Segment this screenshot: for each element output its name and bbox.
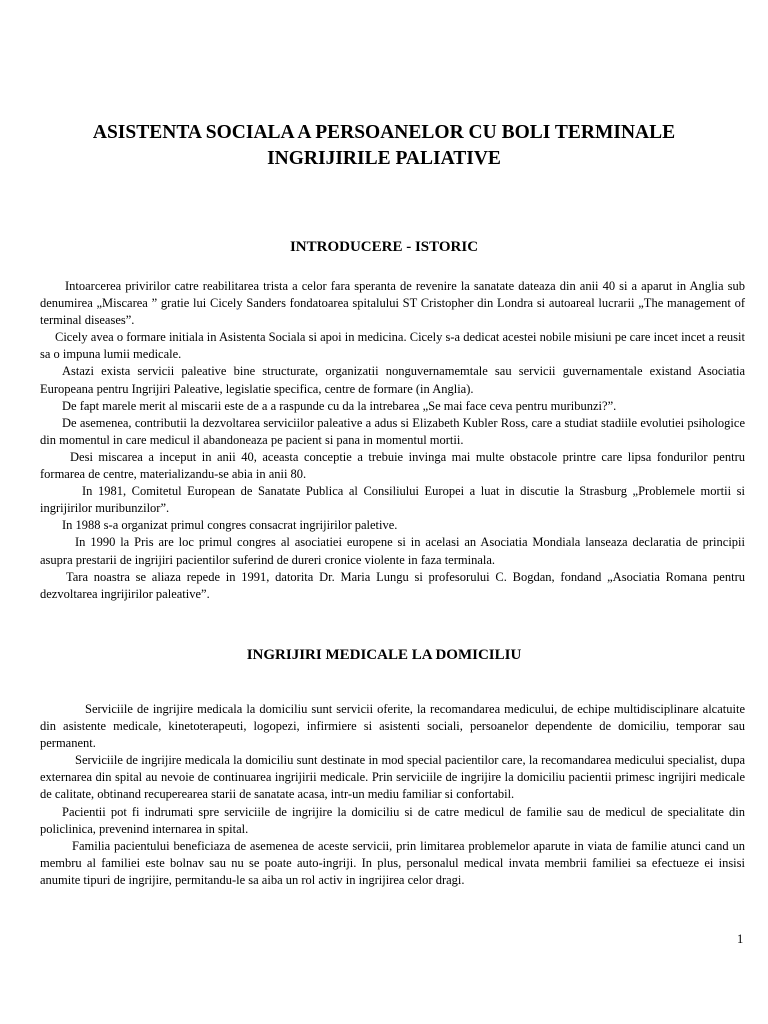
paragraph: Serviciile de ingrijire medicala la domiciliu sunt servicii oferite, la recomandarea medicului, de echipe multidisciplinare alcatuite din asistente medicale, kinetoterapeuti, logopezi, infirmiere si asistenti sociali, persoanelor dependente de domiciliu, temporar sau permanent. — [40, 702, 745, 751]
paragraph: Pacientii pot fi indrumati spre serviciile de ingrijire la domiciliu si de catre medicul de familie sau de medicul de specialitate din policlinica, prevenind internarea in spital. — [40, 804, 745, 836]
paragraph: Familia pacientului beneficiaza de asemenea de aceste servicii, prin limitarea problemelor aparute in viata de familie atunci cand un membru al familiei este bolnav sau nu se poate auto-ingriji. In plus, personalul medical invata membrii familiei sa efectueze ei insisi anumite tipuri de ingrijire, permitandu-le sa aiba un rol activ in ingrijirea celor dragi. — [40, 838, 745, 887]
section-heading-ingrijiri-domiciliu: INGRIJIRI MEDICALE LA DOMICILIU — [246, 647, 522, 663]
paragraph: De asemenea, contributii la dezvoltarea serviciilor paleative a adus si Elizabeth Kubler Ross, care a studiat stadiile evolutiei psihologice din momentul in care medicul il abandoneaza pe pacient si pana in momentul mortii. — [40, 415, 745, 447]
paragraph: In 1988 s-a organizat primul congres consacrat ingrijirilor paletive. — [62, 518, 398, 533]
title-line-2: INGRIJIRILE PALIATIVE — [267, 148, 501, 169]
paragraph: In 1981, Comitetul European de Sanatate Publica al Consiliului Europei a luat in discutie la Strasburg „Problemele mortii si ingrijirilor muribunzilor”. — [40, 484, 745, 516]
paragraph: Astazi exista servicii paleative bine structurate, organizatii nonguvernamemtale sau servicii guvernamentale existand Asociatia Europeana pentru Ingrijiri Paleative, legislatie specifica, centre de formare (in Anglia). — [40, 364, 745, 396]
paragraph: Intoarcerea privirilor catre reabilitarea trista a celor fara speranta de revenire la sanatate dateaza din anii 40 si a aparut in Anglia sub denumirea „Miscarea ” gratie lui Cicely Sanders fondatoarea spitalului ST Cristopher din Londra si autoareal lucrarii „The management of terminal diseases”. — [40, 279, 745, 328]
paragraph: Desi miscarea a inceput in anii 40, aceasta conceptie a trebuie invinga mai multe obstacole printre care lipsa fondurilor pentru formarea de centre, materializandu-se abia in anii 80. — [40, 449, 745, 482]
paragraph: Serviciile de ingrijire medicala la domiciliu sunt destinate in mod special pacientilor care, la recomandarea medicului specialist, dupa externarea din spital au nevoie de continuarea ingrijirii medicale. Prin serviciile de ingrijire la domiciliu pacientii primesc ingrijiri medicale de calitate, obtinand recuperearea starii de sanatate acasa, intr-un mediu familiar si confortabil. — [40, 753, 745, 802]
page-number: 1 — [737, 932, 744, 946]
title-line-1: ASISTENTA SOCIALA A PERSOANELOR CU BOLI TERMINALE — [92, 122, 676, 143]
paragraph: Cicely avea o formare initiala in Asistenta Sociala si apoi in medicina. Cicely s-a dedicat acestei nobile misiuni pe care incet incet a reusit sa o impuna lumii medicale. — [40, 330, 745, 362]
section-body-introducere — [40, 278, 745, 603]
paragraph: In 1990 la Pris are loc primul congres al asociatiei europene si in acelasi an Asociatia Mondiala lanseaza declaratia de principii asupra prestarii de ingrijiri pacientilor suferind de dureri cronice violente in faza terminala. — [40, 535, 745, 567]
section-body-ingrijiri-domiciliu — [40, 701, 745, 889]
paragraph: De fapt marele merit al miscarii este de a a raspunde cu da la intrebarea „Se mai face ceva pentru muribunzi?”. — [62, 398, 617, 413]
paragraph: Tara noastra se aliaza repede in 1991, datorita Dr. Maria Lungu si profesorului C. Bogdan, fondand „Asociatia Romana pentru dezvoltarea ingrijirilor paleative”. — [40, 569, 745, 601]
document-title — [20, 120, 748, 172]
section-heading-introducere: INTRODUCERE - ISTORIC — [289, 239, 479, 255]
